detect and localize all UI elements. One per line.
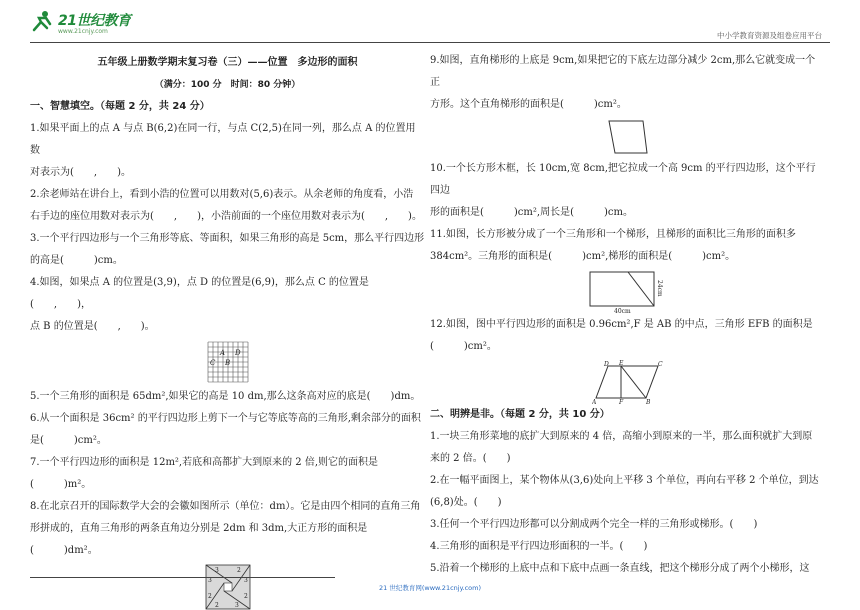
judge-1-line2: 来的 2 倍。( ) (430, 453, 511, 464)
label-a: A (591, 399, 596, 404)
exam-title: 五年级上册数学期末复习卷（三）——位置 多边形的面积 (97, 57, 358, 68)
logo (30, 8, 170, 40)
label-e: E (618, 360, 623, 367)
emblem-label-4: 2 (243, 593, 248, 600)
question-9-line2: 方形。这个直角梯形的面积是( )cm²。 (430, 99, 627, 110)
emblem-label-2: 2 (236, 567, 241, 574)
question-8-line2: 形拼成的，直角三角形的两条直角边分别是 2dm 和 3dm,大正方形的面积是( )dm²。 (30, 523, 368, 556)
rectangle-figure (588, 270, 668, 314)
judge-5: 5.沿着一个梯形的上底中点和下底中点画一条直线，把这个梯形分成了两个小梯形，这 (430, 563, 810, 574)
label-c: C (657, 361, 663, 368)
question-11-line2: 384cm²。三角形的面积是( )cm²,梯形的面积是( )cm²。 (430, 251, 736, 262)
emblem-label-6: 3 (234, 602, 239, 609)
logo-text: 21世纪教育 (58, 13, 131, 29)
judge-3: 3.任何一个平行四边形都可以分割成两个完全一样的三角形或梯形。( ) (430, 519, 758, 530)
question-12-line1: 12.如图，图中平行四边形的面积是 0.96cm²,F 是 AB 的中点，三角形 EFB 的面积是 (430, 319, 813, 330)
site-name: 中小学教育资源及组卷应用平台 (717, 31, 822, 40)
label-f: F (618, 399, 623, 404)
question-10-line1: 10.一个长方形木框，长 10cm,宽 8cm,把它拉成一个高 9cm 的平行四边形，这个平行四边 (430, 163, 816, 196)
question-6-line1: 6.从一个面积是 36cm² 的平行四边形上剪下一个与它等底等高的三角形,剩余部分的面积 (30, 413, 421, 424)
rectangle-height-label: 24cm (655, 280, 663, 297)
page-header (0, 0, 860, 46)
question-4-line1: 4.如图，如果点 A 的位置是(3,9)，点 D 的位置是(6,9)，那么点 C 的位置是( , )， (30, 277, 369, 310)
question-4-line2: 点 B 的位置是( , )。 (30, 321, 155, 332)
question-7-line2: ( )m²。 (30, 479, 92, 490)
question-3-line1: 3.一个平行四边形与一个三角形等底、等面积，如果三角形的高是 5cm，那么平行四边形 (30, 233, 425, 244)
question-9-line1: 9.如图，直角梯形的上底是 9cm,如果把它的下底左边部分减少 2cm,那么它就变成一个正 (430, 55, 816, 88)
question-2-line1: 2.余老师站在讲台上，看到小浩的位置可以用数对(5,6)表示。从余老师的角度看，小浩 (30, 189, 414, 200)
question-1-line1: 1.如果平面上的点 A 与点 B(6,2)在同一行，与点 C(2,5)在同一列，那么点 A 的位置用数 (30, 123, 416, 156)
left-column (30, 50, 425, 610)
grid-figure (207, 341, 249, 383)
section1-heading: 一、智慧填空。（每题 2 分，共 24 分） (30, 101, 210, 112)
trapezoid-figure (607, 119, 649, 155)
section2-heading: 二、明辨是非。（每题 2 分，共 10 分） (430, 409, 610, 420)
grid-label-b: B (224, 359, 230, 367)
question-8-line1: 8.在北京召开的国际数学大会的会徽如图所示（单位：dm）。它是由四个相同的直角三角 (30, 501, 421, 512)
judge-1-line1: 1.一块三角形菜地的底扩大到原来的 4 倍，高缩小到原来的一半，那么面积就扩大到原 (430, 431, 813, 442)
grid-label-c: C (209, 359, 215, 367)
label-d: D (603, 361, 609, 368)
emblem-label-3: 3 (243, 577, 248, 584)
question-10-line2: 形的面积是( )cm²,周长是( )cm。 (430, 207, 633, 218)
question-2-line2: 右手边的座位用数对表示为( , )，小浩前面的一个座位用数对表示为( , )。 (30, 211, 422, 222)
judge-4: 4.三角形的面积是平行四边形面积的一半。( ) (430, 541, 648, 552)
question-6-line2: 是( )cm²。 (30, 435, 107, 446)
runner-logo-icon (30, 10, 56, 32)
question-3-line2: 的高是( )cm。 (30, 255, 123, 266)
question-11-line1: 11.如图，长方形被分成了一个三角形和一个梯形，且梯形的面积比三角形的面积多 (430, 229, 796, 240)
rectangle-width-label: 40cm (613, 308, 631, 314)
grid-label-a: A (219, 349, 225, 357)
question-5: 5.一个三角形的面积是 65dm²,如果它的高是 10 dm,那么这条高对应的底是( )dm。 (30, 391, 421, 402)
logo-url: www.21cnjy.com (58, 28, 108, 35)
question-12-line2: ( )cm²。 (430, 341, 497, 352)
emblem-label-1: 3 (214, 567, 219, 574)
label-b: B (645, 399, 650, 404)
parallelogram-figure (592, 360, 664, 404)
grid-label-d: D (234, 349, 241, 357)
exam-subtitle: （满分：100 分 时间：80 分钟） (154, 80, 301, 90)
emblem-label-7: 2 (207, 593, 212, 600)
emblem-label-8: 3 (207, 577, 212, 584)
judge-2-line1: 2.在一幅平面图上，某个物体从(3,6)处向上平移 3 个单位，再向右平移 2 个单位，到达 (430, 475, 819, 486)
header-divider (30, 42, 830, 43)
right-column (430, 50, 825, 580)
question-7-line1: 7.一个平行四边形的面积是 12m²,若底和高都扩大到原来的 2 倍,则它的面积是 (30, 457, 379, 468)
judge-2-line2: (6,8)处。( ) (430, 497, 502, 508)
emblem-label-5: 2 (214, 602, 219, 609)
footer-divider (30, 577, 335, 578)
question-1-line2: 对表示为( , )。 (30, 167, 131, 178)
footer-link[interactable]: 21 世纪教育网(www.21cnjy.com) (379, 584, 481, 592)
